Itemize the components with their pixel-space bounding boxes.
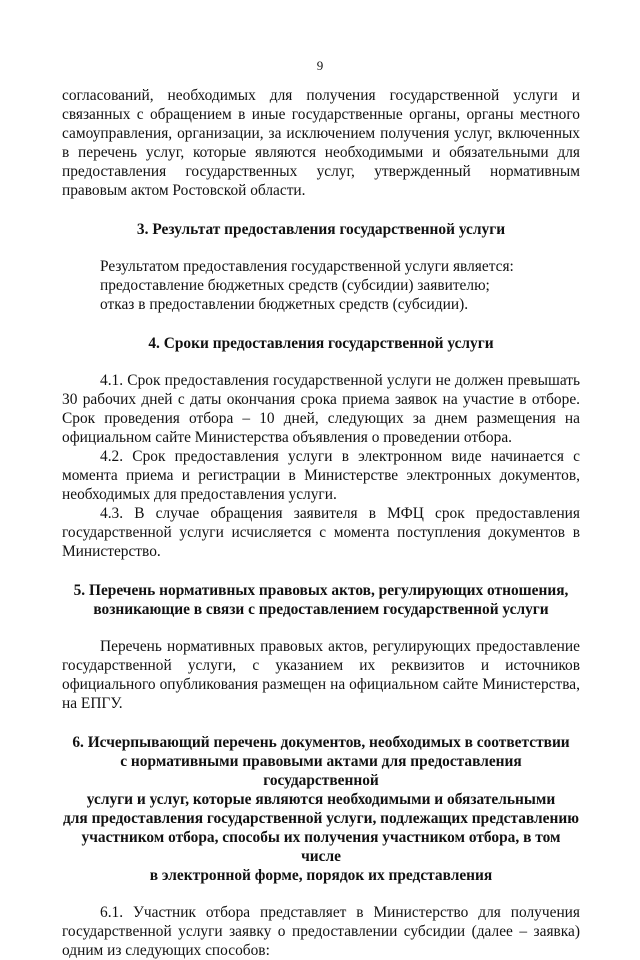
document-body: [62, 86, 580, 960]
section-6-paragraph: 6.1. Участник отбора представляет в Министерство для получения государственной услуги заявку о предоставлении субсидии (далее – заявка) одним из следующих способов:: [62, 904, 580, 959]
section-3-body: [62, 257, 580, 314]
section-6-heading-line: для предоставления государственной услуги, подлежащих представлению: [62, 810, 579, 827]
section-3-line: предоставление бюджетных средств (субсидии) заявителю;: [100, 277, 490, 294]
section-5-paragraph: Перечень нормативных правовых актов, регулирующих предоставление государственной услуги, с указанием их реквизитов и источников официального опубликования размещен на официальном сайте Министерства, на ЕПГУ.: [62, 638, 580, 712]
section-6-heading-line: услуги и услуг, которые являются необходимыми и обязательными: [86, 791, 556, 808]
section-5-heading-line: возникающие в связи с предоставлением государственной услуги: [93, 601, 549, 618]
section-5-heading: [62, 581, 580, 619]
section-4-paragraph: 4.2. Срок предоставления услуги в электронном виде начинается с момента приема и регистрации в Министерстве электронных документов, необходимых для предоставления услуги.: [62, 448, 580, 503]
page-number: 9: [316, 58, 324, 73]
section-4-heading: 4. Сроки предоставления государственной услуги: [148, 335, 494, 352]
section-6-heading-line: в электронной форме, порядок их представления: [149, 867, 493, 884]
section-6-heading: [62, 733, 580, 885]
section-6-heading-line: с нормативными правовыми актами для предоставления государственной: [120, 753, 522, 789]
section-3-heading: 3. Результат предоставления государственной услуги: [136, 221, 506, 238]
section-6-heading-line: участником отбора, способы их получения участником отбора, в том числе: [81, 829, 561, 865]
intro-paragraph: согласований, необходимых для получения государственной услуги и связанных с обращением в иные государственные органы, органы местного самоуправления, организации, за исключением получения услуг, включенных в перечень услуг, которые являются необходимыми и обязательными для предоставления государственных услуг, утвержденный нормативным правовым актом Ростовской области.: [62, 87, 580, 199]
section-6-heading-line: 6. Исчерпывающий перечень документов, необходимых в соответствии: [72, 734, 570, 751]
section-5-heading-line: 5. Перечень нормативных правовых актов, регулирующих отношения,: [73, 582, 569, 599]
section-4-paragraph: 4.3. В случае обращения заявителя в МФЦ срок предоставления государственной услуги исчисляется с момента поступления документов в Министерство.: [62, 505, 580, 560]
section-4-paragraph: 4.1. Срок предоставления государственной услуги не должен превышать 30 рабочих дней с даты окончания срока приема заявок на участие в отборе. Срок проведения отбора – 10 дней, следующих за днем размещения на официальном сайте Министерства объявления о проведении отбора.: [62, 372, 580, 446]
section-4-body: [62, 371, 580, 561]
section-3-line: Результатом предоставления государственной услуги является:: [100, 258, 514, 275]
section-3-line: отказ в предоставлении бюджетных средств (субсидии).: [100, 296, 469, 313]
